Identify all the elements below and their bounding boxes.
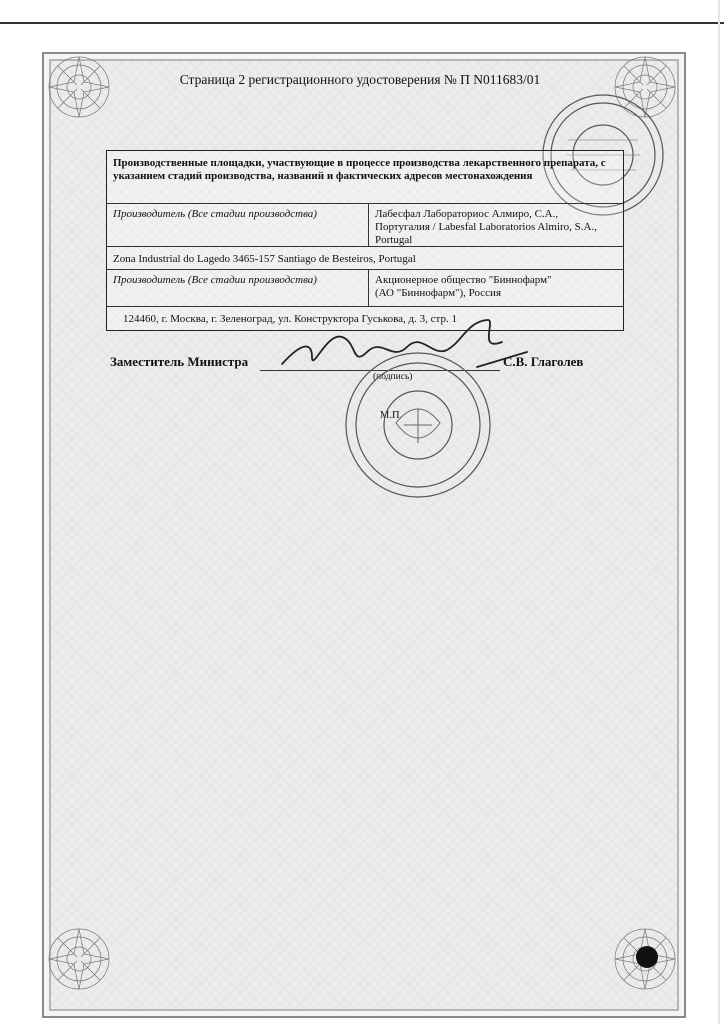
corner-rosette-icon	[44, 924, 114, 994]
page-header: Страница 2 регистрационного удостоверения № П N011683/01	[179, 72, 541, 87]
table-row	[107, 270, 623, 307]
manufacturer-address: Zona Industrial do Lagedo 3465-157 Santiago de Besteiros, Portugal	[107, 247, 623, 270]
signatory-name: С.В. Глаголев	[503, 354, 584, 369]
signature-caption: (подпись)	[373, 372, 413, 382]
manufacturer-name: Акционерное общество "Биннофарм" (АО "Биннофарм"), Россия	[375, 274, 552, 299]
table-header: Производственные площадки, участвующие в процессе производства лекарственного препарата, с указанием стадий производства, названий и фактических адресов местонахождения	[107, 151, 623, 204]
manufacturer-name: Лабесфал Лабораториос Алмиро, С.А., Португалия / Labesfal Laboratorios Almiro, S.A., Portugal	[375, 208, 597, 246]
top-rule	[0, 22, 724, 24]
manufacturer-address: 124460, г. Москва, г. Зеленоград, ул. Конструктора Гуськова, д. 3, стр. 1	[123, 313, 457, 325]
page-edge	[718, 0, 720, 1024]
production-sites-table	[106, 150, 624, 331]
table-row	[107, 204, 623, 247]
punch-hole	[636, 946, 658, 968]
manufacturer-label: Производитель (Все стадии производства)	[107, 204, 369, 246]
manufacturer-label: Производитель (Все стадии производства)	[107, 270, 369, 306]
handwritten-signature-icon	[272, 312, 532, 386]
seal-place: М.П.	[380, 410, 403, 421]
corner-rosette-icon	[44, 52, 114, 122]
signatory-title: Заместитель Министра	[110, 354, 249, 369]
